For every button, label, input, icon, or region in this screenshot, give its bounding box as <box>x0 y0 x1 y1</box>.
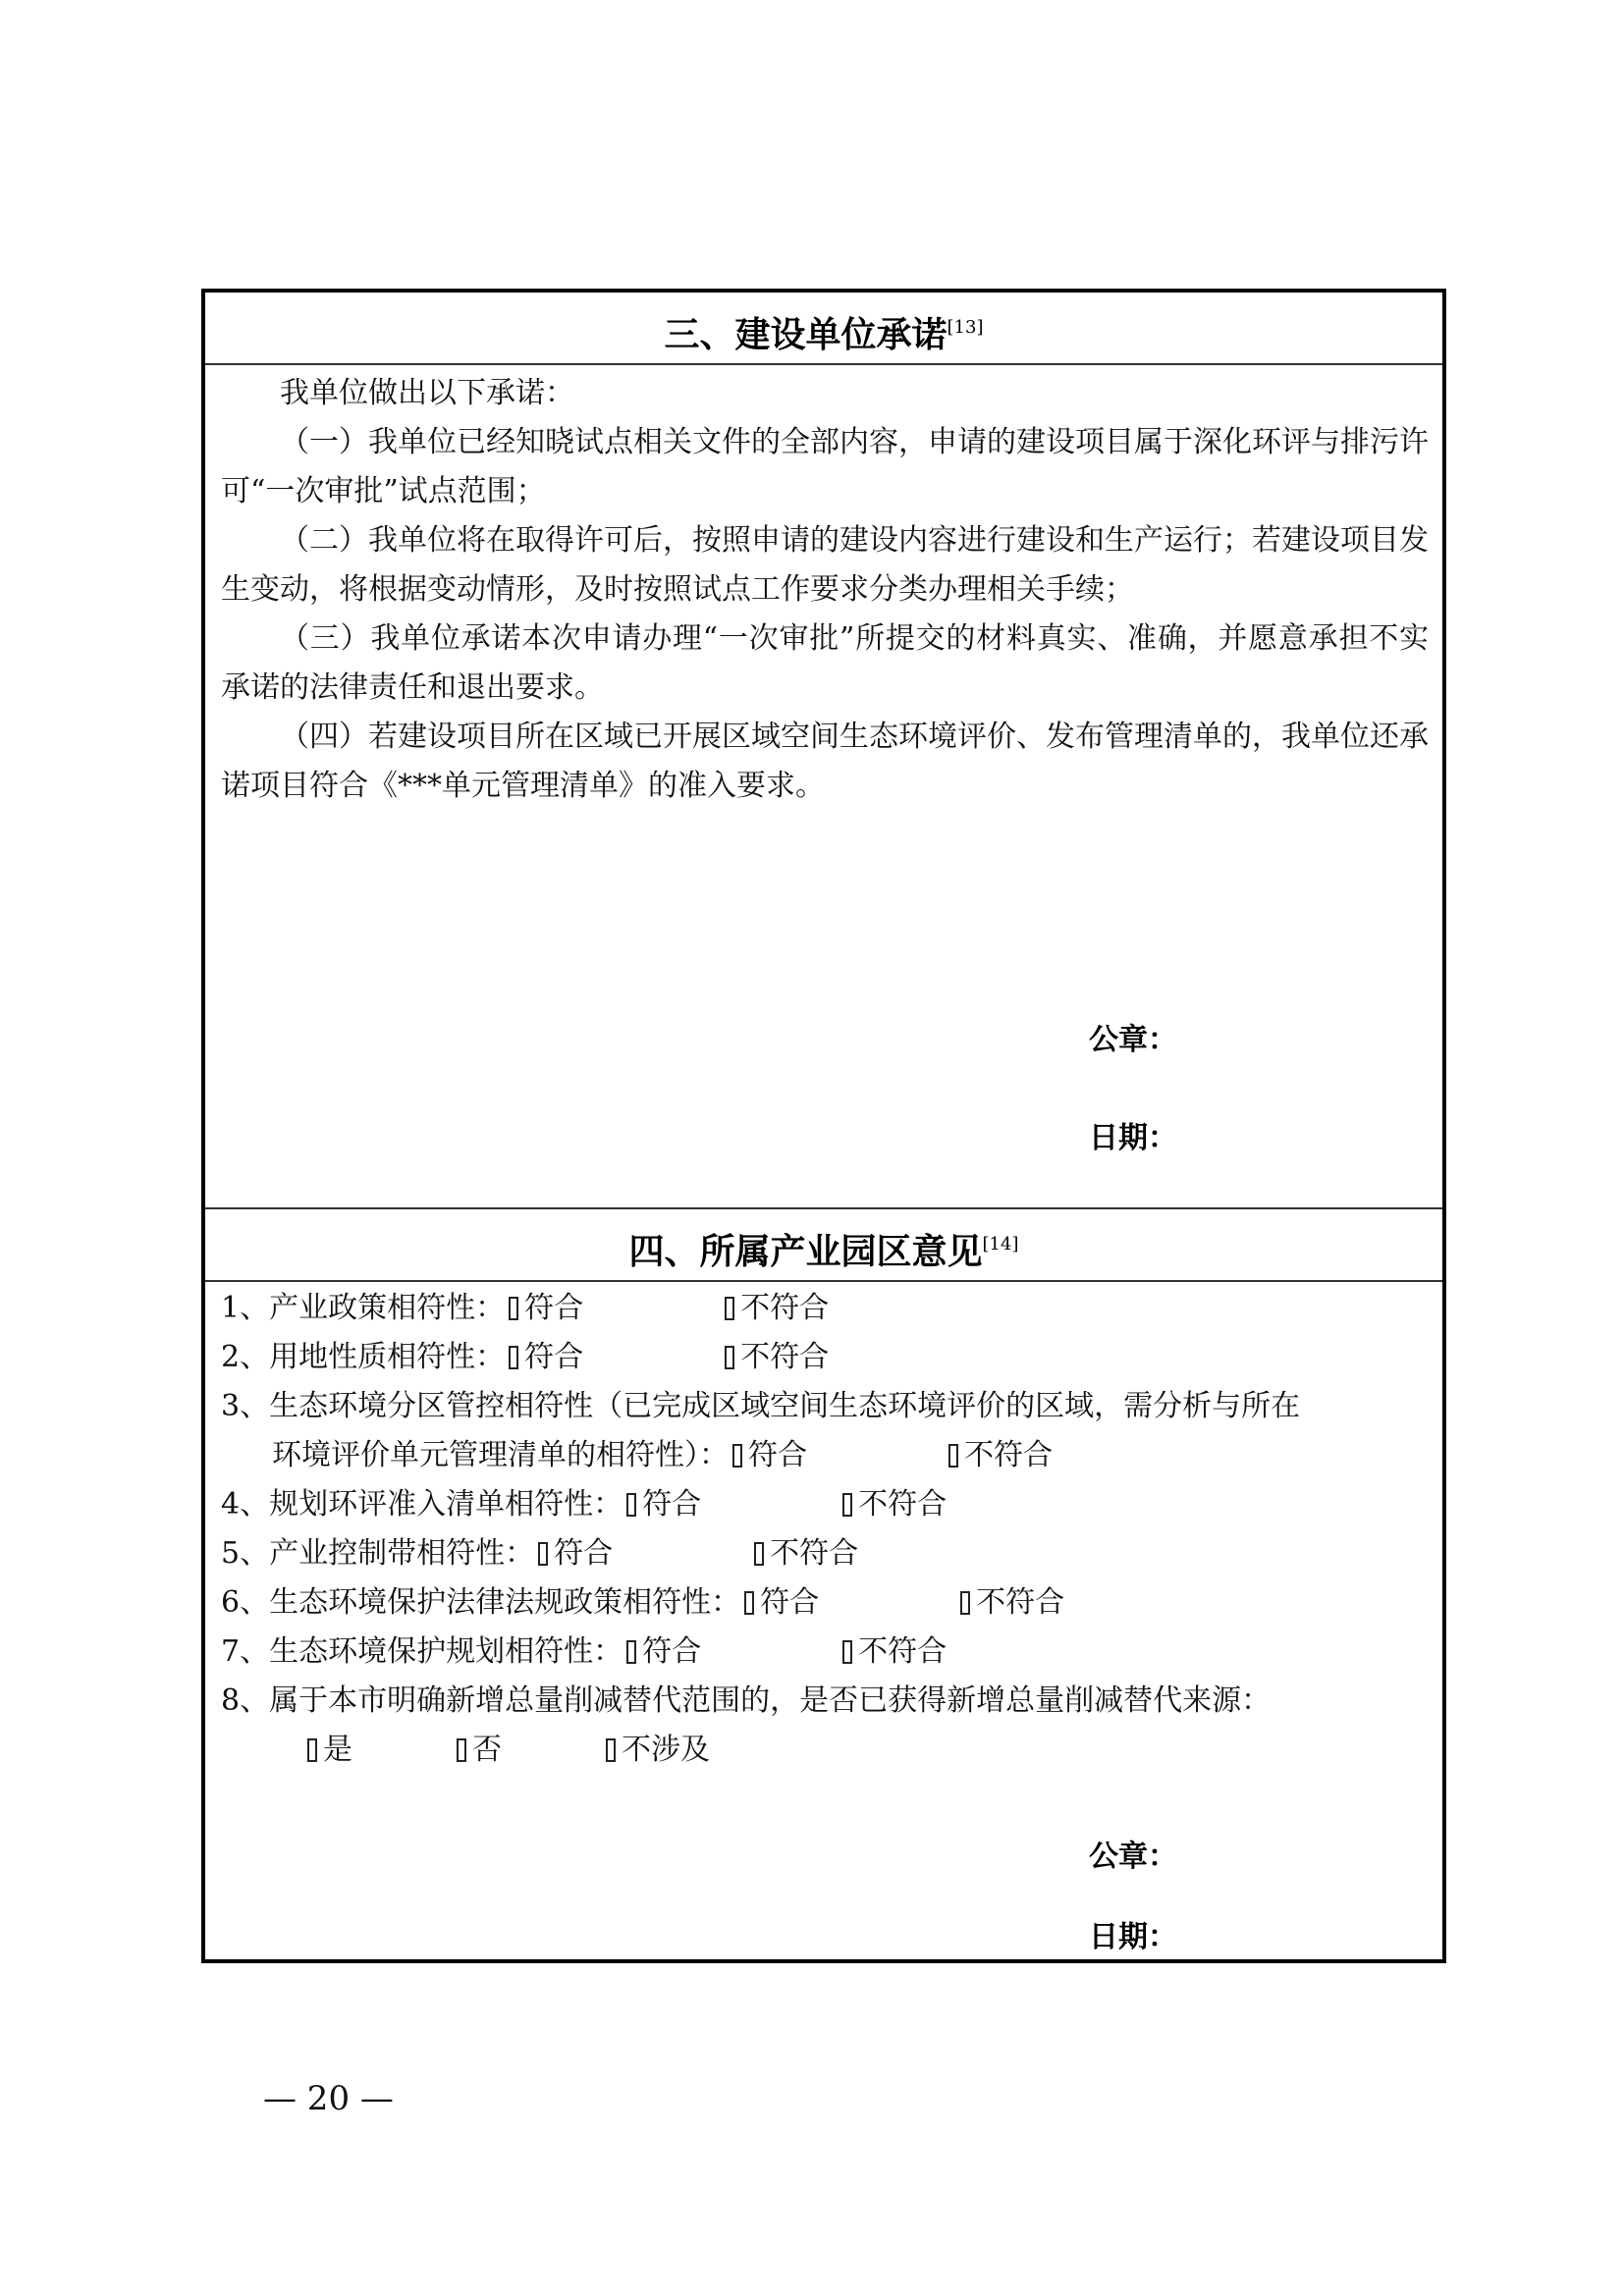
yes-checkbox[interactable] <box>509 1297 518 1320</box>
no-checkbox[interactable] <box>754 1542 764 1566</box>
section4-date-label: 日期： <box>1089 1920 1177 1954</box>
option-yes-checkbox[interactable] <box>307 1738 317 1762</box>
yes-checkbox[interactable] <box>538 1542 548 1566</box>
section3-date-label: 日期： <box>1089 1121 1177 1155</box>
option-not-applicable-checkbox[interactable] <box>606 1738 616 1762</box>
yes-checkbox[interactable] <box>626 1640 636 1664</box>
yes-checkbox[interactable] <box>626 1493 636 1517</box>
section3-intro: 我单位做出以下承诺： <box>280 376 574 410</box>
section3-seal-label: 公章： <box>1089 1023 1177 1057</box>
no-checkbox[interactable] <box>842 1640 852 1664</box>
commitment-item-4: （四）若建设项目所在区域已开展区域空间生态环境评价、发布管理清单的，我单位还承诺项目符合《***单元管理清单》的准入要求。 <box>221 720 1429 803</box>
section4-note: [14] <box>982 1234 1019 1255</box>
no-checkbox[interactable] <box>842 1493 852 1517</box>
section3-body <box>221 369 1429 811</box>
section3-note: [13] <box>947 317 984 338</box>
opinion-item-6: 6、生态环境保护法律法规政策相符性： 符合 不符合 <box>221 1585 1065 1620</box>
commitment-item-3: （三）我单位承诺本次申请办理“一次审批”所提交的材料真实、准确，并愿意承担不实承诺的法律责任和退出要求。 <box>221 621 1429 705</box>
section4-body <box>221 1284 1429 1775</box>
commitment-form <box>201 289 1446 1963</box>
page-number: — 20 — <box>263 2079 394 2118</box>
no-checkbox[interactable] <box>725 1297 734 1320</box>
commitment-item-2: （二）我单位将在取得许可后，按照申请的建设内容进行建设和生产运行；若建设项目发生变动，将根据变动情形，及时按照试点工作要求分类办理相关手续； <box>221 523 1429 607</box>
commitment-item-1: （一）我单位已经知晓试点相关文件的全部内容，申请的建设项目属于深化环评与排污许可“一次审批”试点范围； <box>221 425 1429 508</box>
opinion-item-3: 3、生态环境分区管控相符性（已完成区域空间生态环境评价的区域，需分析与所在 <box>221 1389 1301 1423</box>
section4-header <box>205 1207 1442 1282</box>
yes-checkbox[interactable] <box>509 1346 518 1369</box>
yes-checkbox[interactable] <box>744 1591 754 1615</box>
opinion-item-8-options: 是 否 不涉及 <box>221 1726 1429 1775</box>
section4-title: 四、所属产业园区意见 <box>628 1232 983 1272</box>
no-checkbox[interactable] <box>960 1591 970 1615</box>
no-checkbox[interactable] <box>725 1346 734 1369</box>
opinion-item-3-continued: 环境评价单元管理清单的相符性）： 符合 不符合 <box>272 1438 1053 1472</box>
opinion-item-7: 7、生态环境保护规划相符性： 符合 不符合 <box>221 1634 947 1669</box>
opinion-item-5: 5、产业控制带相符性： 符合 不符合 <box>221 1536 859 1571</box>
option-no-checkbox[interactable] <box>457 1738 466 1762</box>
section3-header <box>205 293 1442 365</box>
opinion-item-1: 1、产业政策相符性： 符合 不符合 <box>221 1291 830 1325</box>
opinion-item-8: 8、属于本市明确新增总量削减替代范围的，是否已获得新增总量削减替代来源： <box>221 1683 1272 1718</box>
opinion-item-4: 4、规划环评准入清单相符性： 符合 不符合 <box>221 1487 947 1522</box>
section4-seal-label: 公章： <box>1089 1840 1177 1874</box>
yes-checkbox[interactable] <box>732 1444 742 1468</box>
no-checkbox[interactable] <box>948 1444 958 1468</box>
section3-title: 三、建设单位承诺 <box>664 315 947 355</box>
opinion-item-2: 2、用地性质相符性： 符合 不符合 <box>221 1340 830 1374</box>
